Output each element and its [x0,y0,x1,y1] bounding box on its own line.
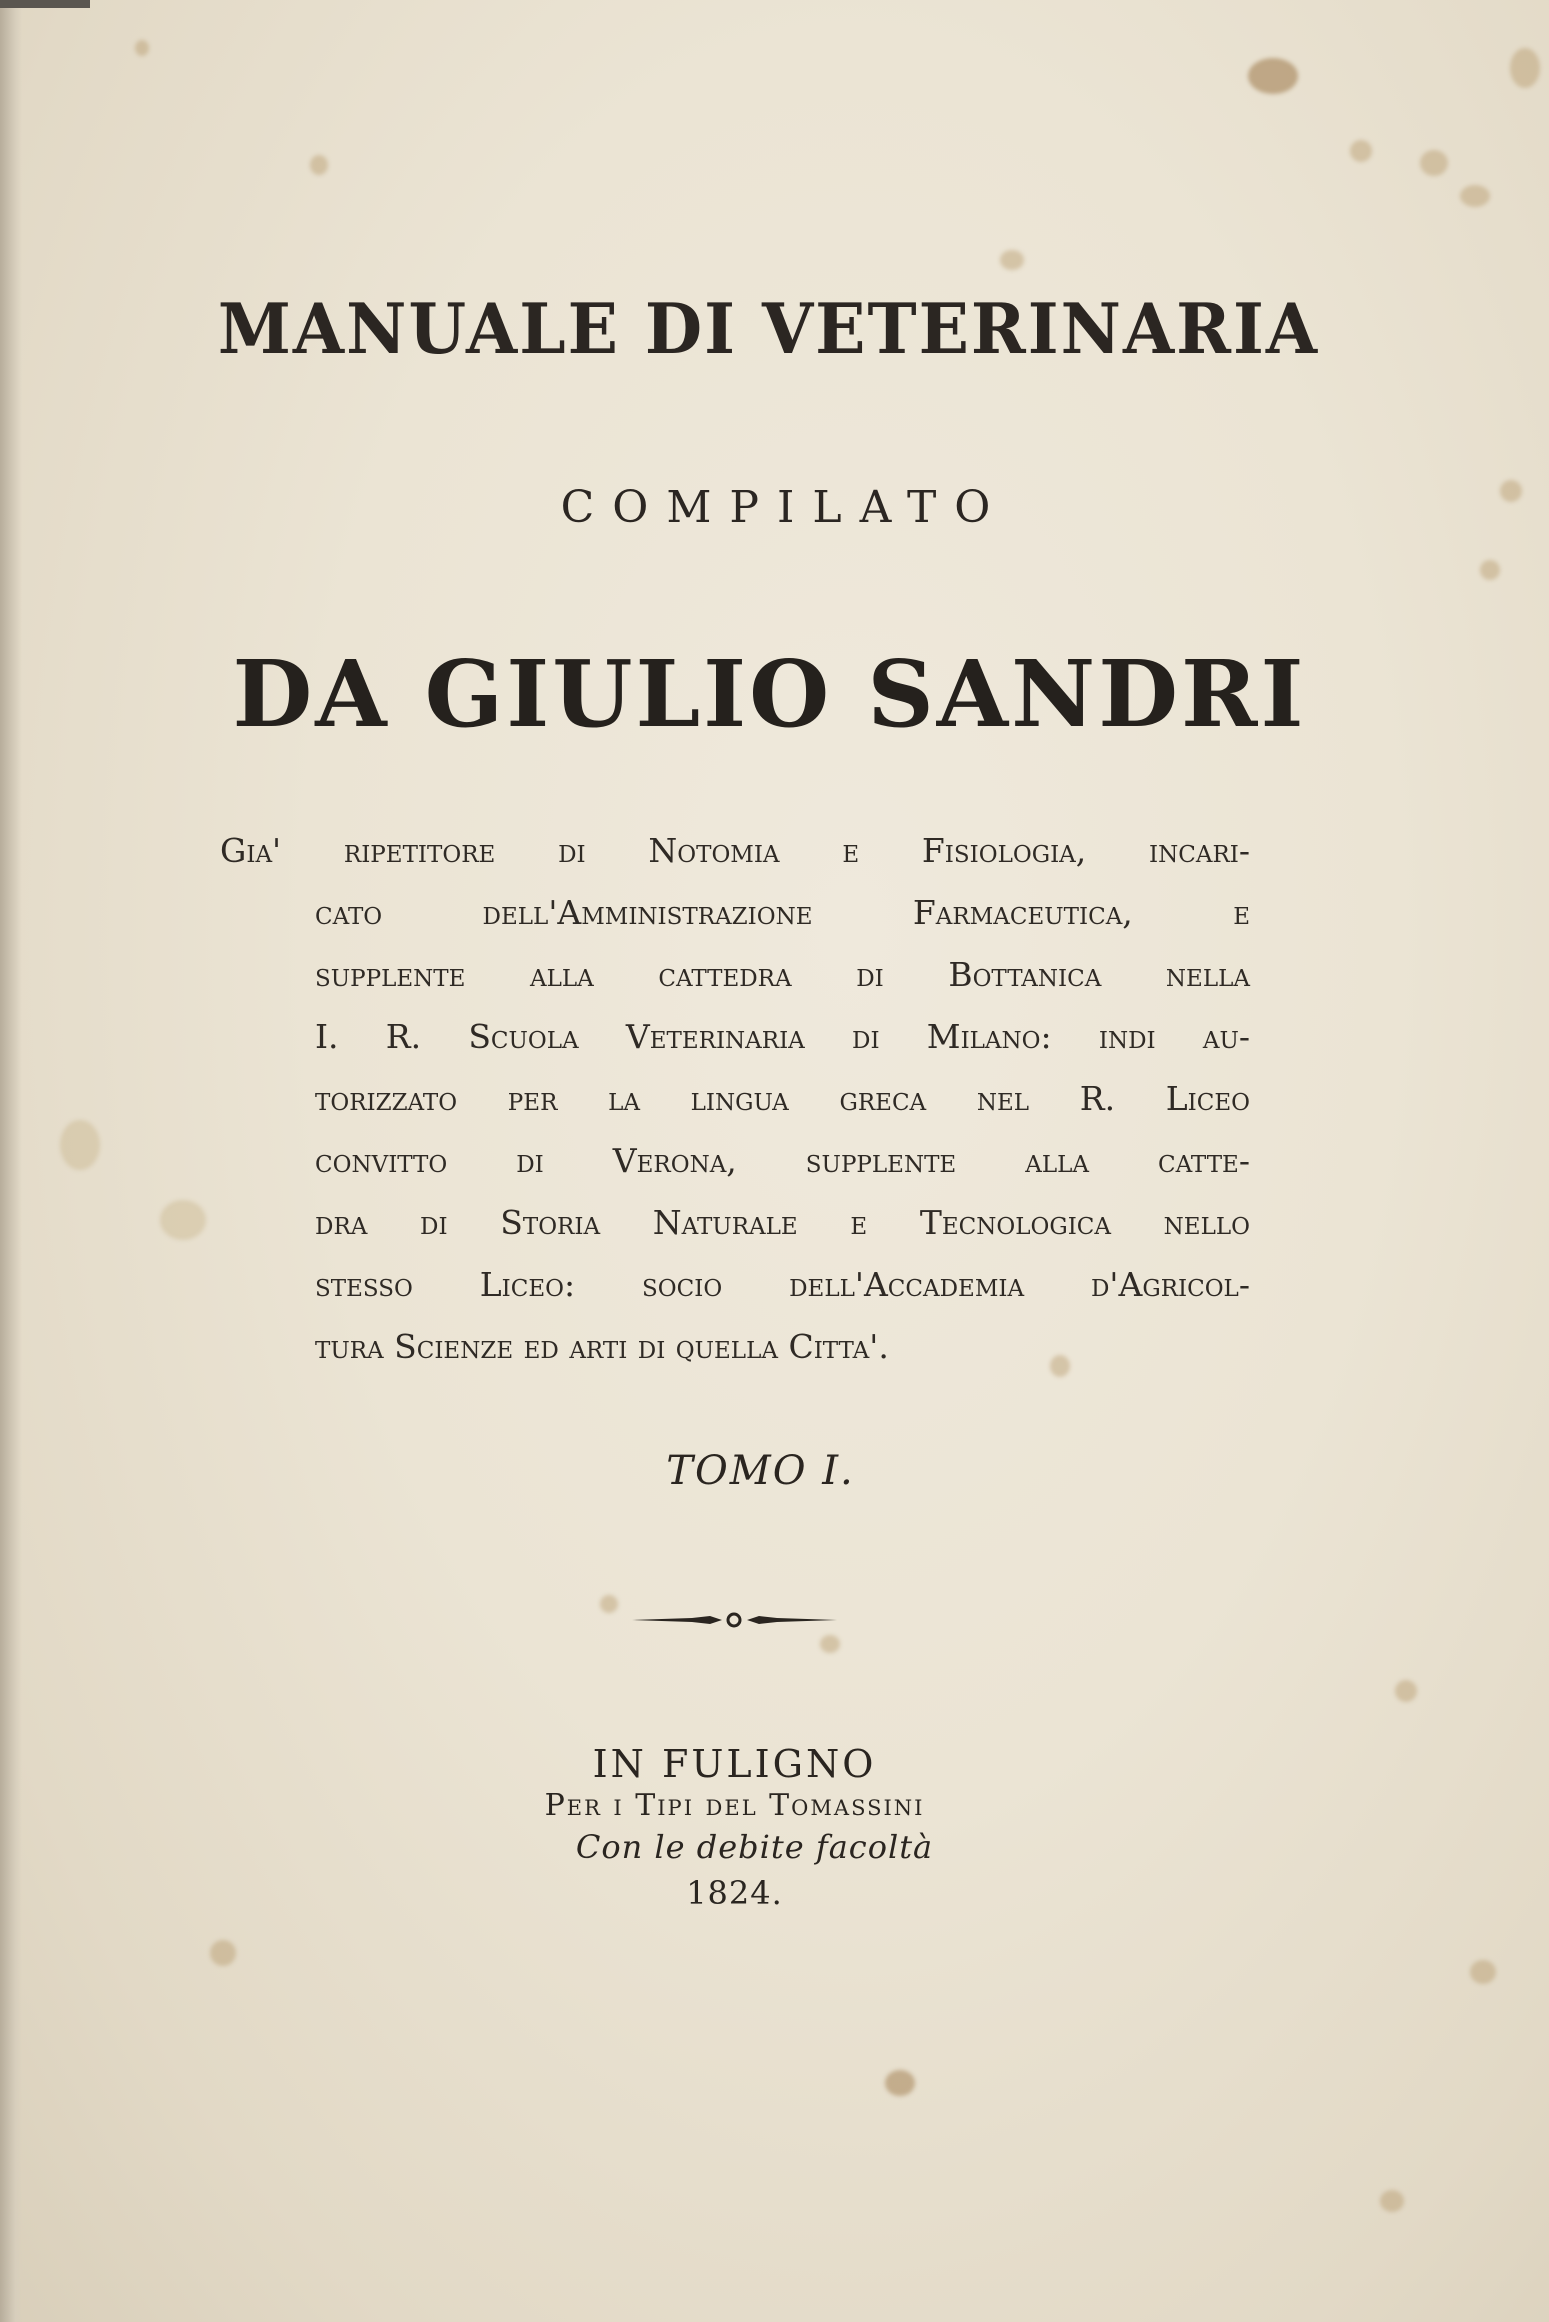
credentials-line: dra di Storia Naturale e Tecnologica nello [315,1203,1250,1242]
imprint-license: Con le debite facoltà [575,1828,934,1866]
author-credentials [220,820,1250,1378]
foxing-spot [210,1940,236,1966]
foxing-spot [1480,560,1500,580]
credentials-line: Gia' ripetitore di Notomia e Fisiologia, incari- [220,831,1250,870]
foxing-spot [1248,58,1298,94]
imprint-place: IN FULIGNO [592,1742,877,1786]
author-name: DA GIULIO SANDRI [232,640,1307,748]
volume-number: TOMO I. [666,1448,855,1494]
foxing-spot [885,2070,915,2096]
credentials-line: convitto di Verona, supplente alla catte- [315,1141,1250,1180]
foxing-spot [1510,48,1540,88]
foxing-spot [1350,140,1372,162]
ornamental-rule-icon [632,1610,837,1630]
credentials-line: tura Scienze ed arti di quella Citta'. [315,1327,889,1366]
foxing-spot [1420,150,1448,176]
credentials-line: torizzato per la lingua greca nel R. Liceo [315,1079,1250,1118]
foxing-spot [1395,1680,1417,1702]
foxing-spot [820,1635,840,1653]
foxing-spot [600,1595,618,1613]
imprint-year: 1824. [686,1874,783,1912]
foxing-spot [60,1120,100,1170]
foxing-spot [135,40,149,56]
foxing-spot [1460,185,1490,207]
foxing-spot [1470,1960,1496,1984]
foxing-spot [310,155,328,175]
credentials-line: stesso Liceo: socio dell'Accademia d'Agricol- [315,1265,1250,1304]
credentials-line: cato dell'Amministrazione Farmaceutica, e [315,893,1250,932]
book-title: MANUALE DI VETERINARIA [217,288,1320,370]
credentials-line: I. R. Scuola Veterinaria di Milano: indi au- [315,1017,1250,1056]
foxing-spot [1000,250,1024,270]
imprint-printer: Per i Tipi del Tomassini [544,1788,925,1823]
foxing-spot [160,1200,206,1240]
foxing-spot [1380,2190,1404,2212]
credentials-line: supplente alla cattedra di Bottanica nella [315,955,1250,994]
compiled-label: COMPILATO [560,482,1009,533]
page-corner-shadow [0,0,90,8]
